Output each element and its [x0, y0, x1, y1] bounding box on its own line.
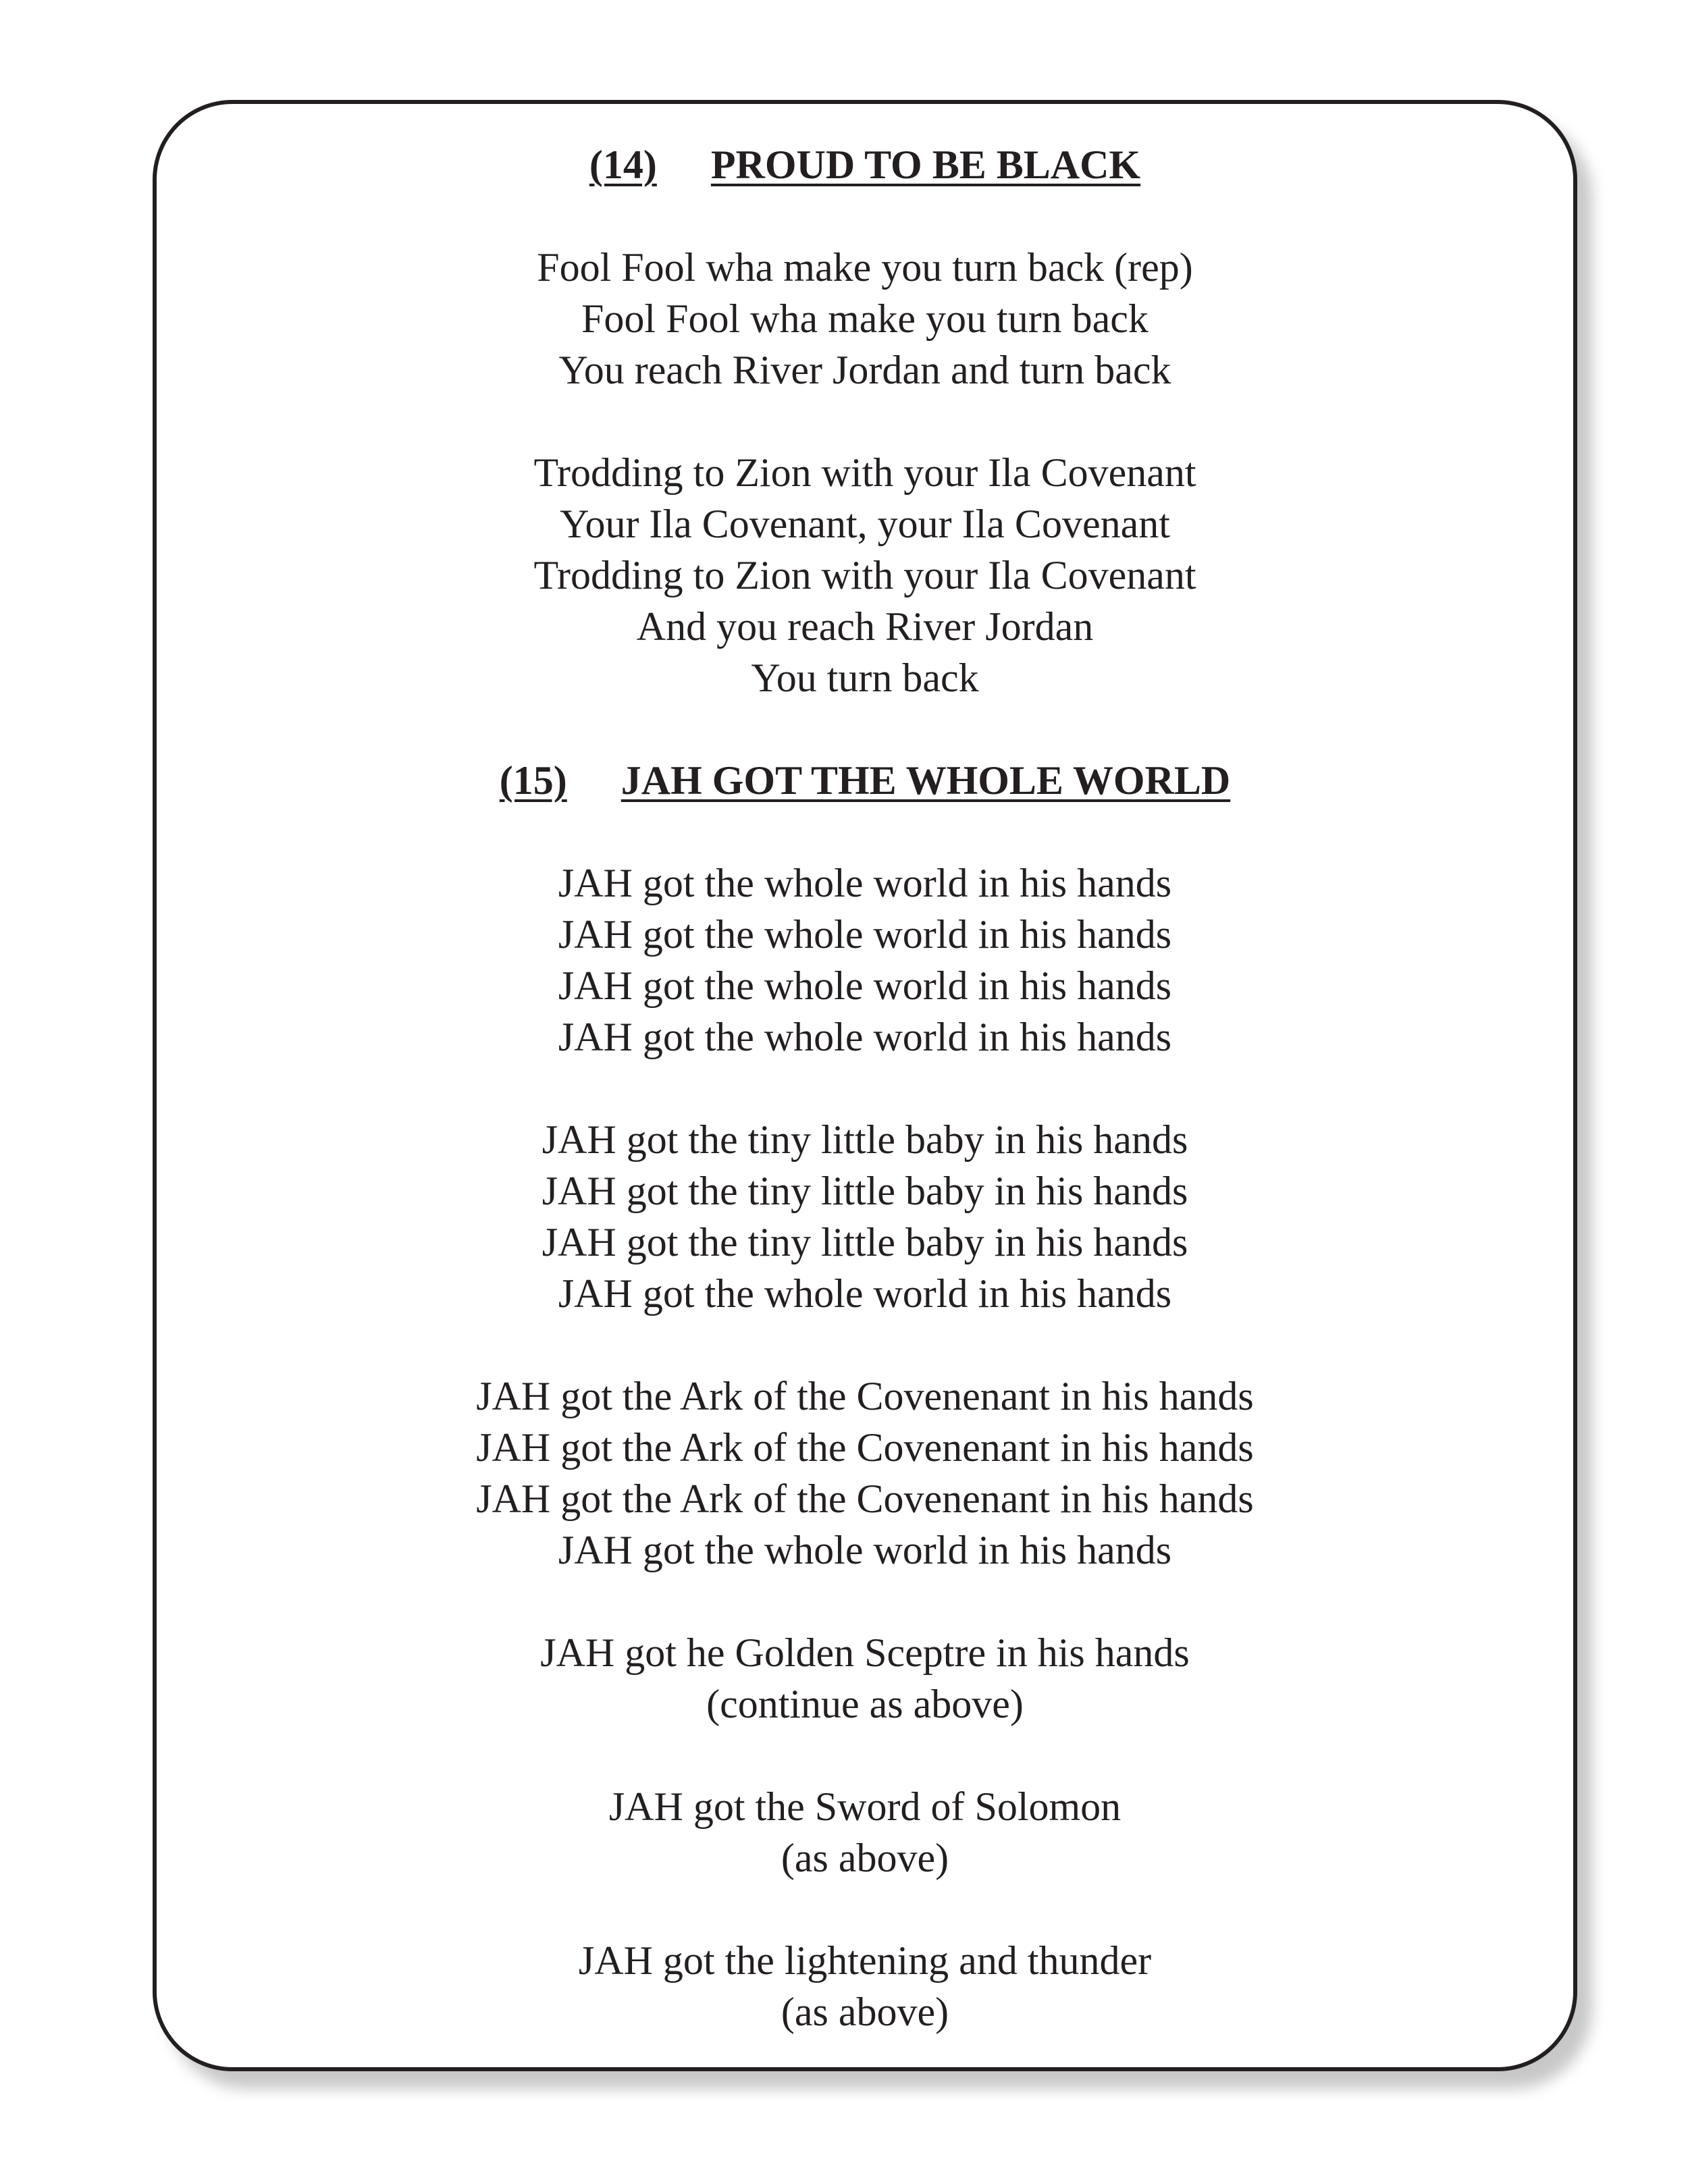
song-title-text: PROUD TO BE BLACK — [710, 142, 1141, 187]
verse — [153, 242, 1577, 396]
lyric-line: JAH got the whole world in his hands — [558, 1271, 1172, 1316]
lyric-line: Fool Fool wha make you turn back — [581, 296, 1149, 341]
lyric-line: And you reach River Jordan — [636, 604, 1094, 649]
lyric-line: JAH got the lightening and thunder — [578, 1938, 1152, 1983]
lyric-line: JAH got the whole world in his hands — [558, 963, 1172, 1008]
lyric-line: JAH got the whole world in his hands — [558, 1015, 1172, 1059]
verse — [153, 447, 1577, 703]
lyric-line: JAH got the Ark of the Covenenant in his hands — [476, 1374, 1254, 1418]
lyrics-content — [153, 100, 1577, 2037]
lyric-line: Trodding to Zion with your Ila Covenant — [533, 553, 1196, 597]
verse — [153, 1114, 1577, 1319]
lyric-line: JAH got the whole world in his hands — [558, 912, 1172, 957]
verse — [153, 857, 1577, 1063]
lyric-line: JAH got he Golden Sceptre in his hands — [540, 1630, 1190, 1675]
lyric-line: JAH got the tiny little baby in his hands — [542, 1220, 1188, 1264]
lyric-line: Fool Fool wha make you turn back (rep) — [537, 245, 1193, 290]
lyric-line: JAH got the whole world in his hands — [558, 1528, 1172, 1572]
lyric-line: Your Ila Covenant, your Ila Covenant — [560, 502, 1170, 546]
lyric-line: (as above) — [781, 1836, 949, 1880]
song-title-15 — [153, 755, 1577, 806]
verse — [153, 1781, 1577, 1884]
lyric-line: You reach River Jordan and turn back — [558, 348, 1171, 392]
lyric-line: JAH got the Ark of the Covenenant in his hands — [476, 1476, 1254, 1521]
lyric-line: Trodding to Zion with your Ila Covenant — [533, 450, 1196, 495]
verse — [153, 1627, 1577, 1730]
lyric-line: JAH got the whole world in his hands — [558, 861, 1172, 905]
song-number: (15) — [499, 758, 567, 803]
song-number: (14) — [589, 142, 657, 187]
lyric-line: JAH got the tiny little baby in his hands — [542, 1169, 1188, 1213]
lyric-line: JAH got the Ark of the Covenenant in his hands — [476, 1425, 1254, 1470]
lyric-line: You turn back — [751, 656, 979, 700]
song-title-text: JAH GOT THE WHOLE WORLD — [621, 758, 1231, 803]
song-title-14 — [153, 139, 1577, 190]
lyric-line: JAH got the tiny little baby in his hands — [542, 1117, 1188, 1162]
lyric-line: JAH got the Sword of Solomon — [608, 1784, 1122, 1829]
lyric-line: (continue as above) — [706, 1682, 1024, 1726]
verse — [153, 1370, 1577, 1576]
verse — [153, 1935, 1577, 2037]
lyric-line: (as above) — [781, 1990, 949, 2034]
